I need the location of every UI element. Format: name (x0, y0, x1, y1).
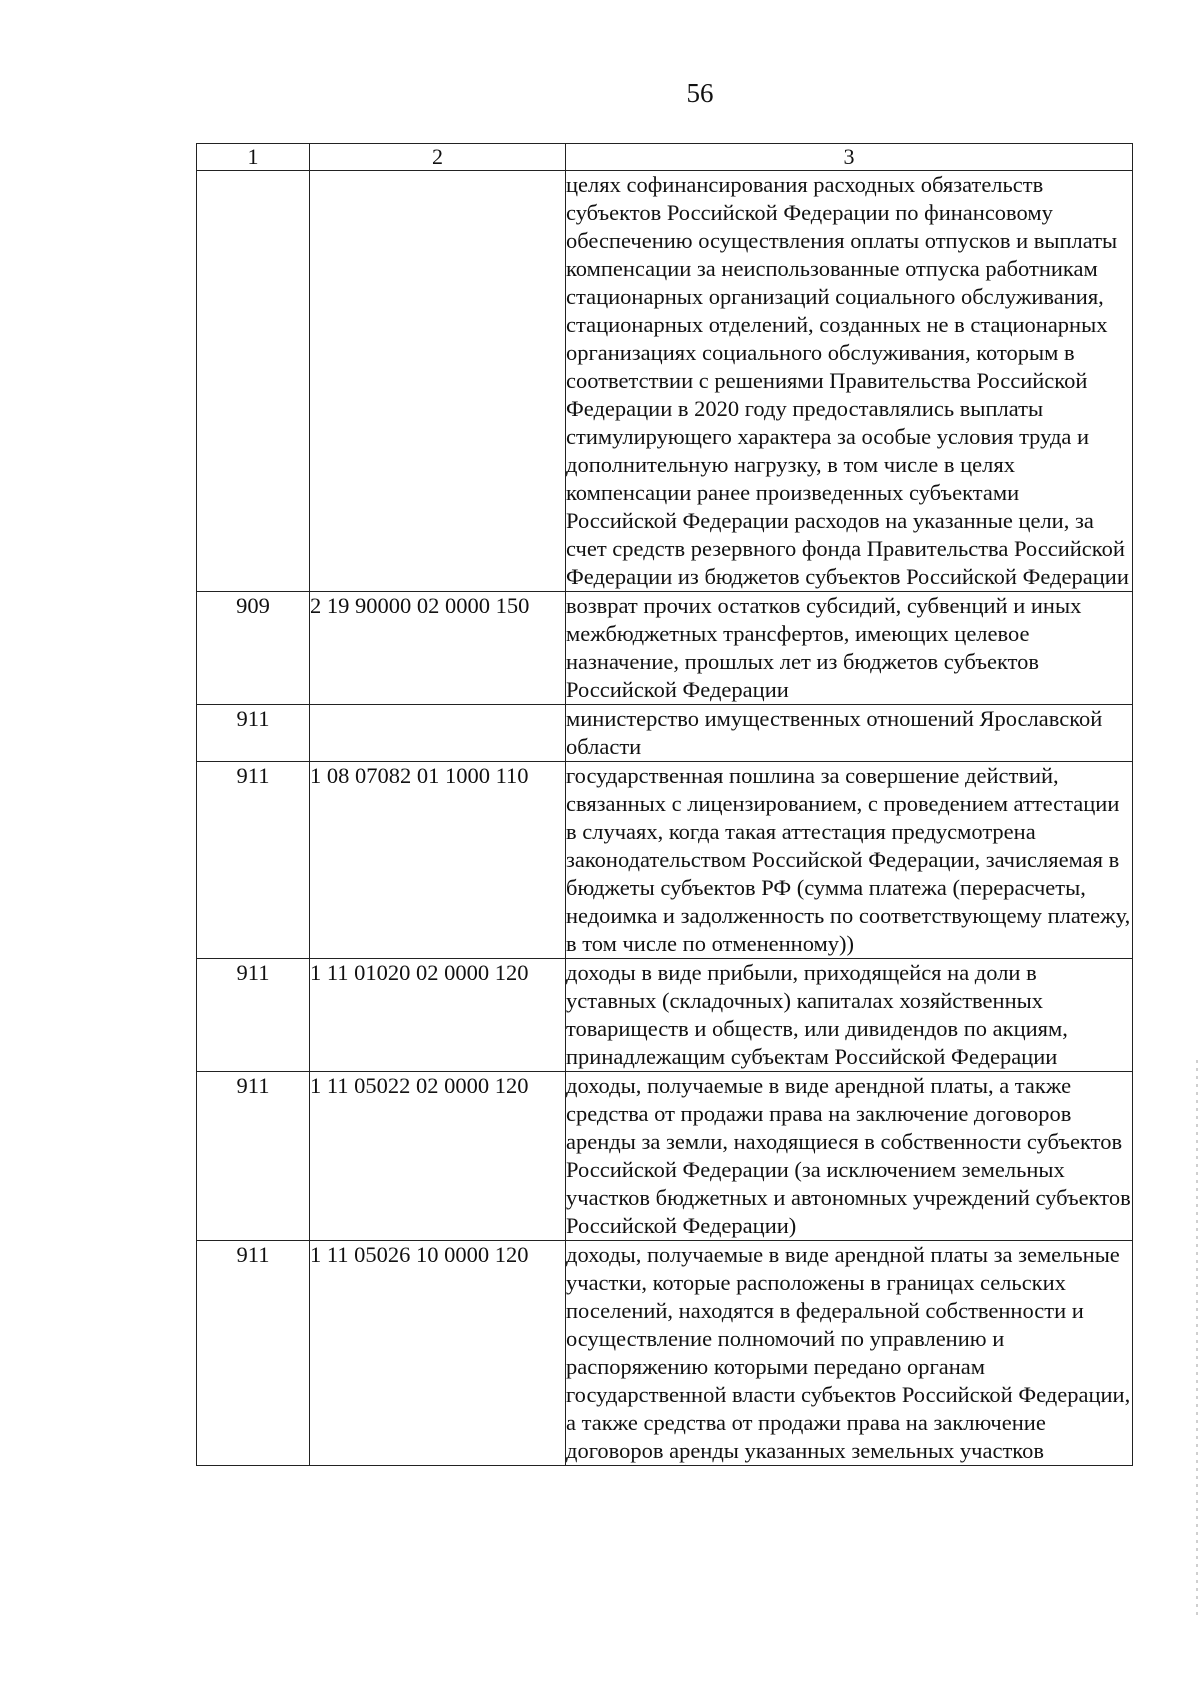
description-cell: доходы в виде прибыли, приходящейся на доли в уставных (складочных) капиталах хозяйственных товариществ и обществ, или дивидендов по акциям, принадлежащим субъектам Российской Федерации (566, 959, 1133, 1072)
admin-code-cell: 911 (197, 705, 310, 762)
description-cell: министерство имущественных отношений Ярославской области (566, 705, 1133, 762)
kbk-code-cell: 1 11 01020 02 0000 120 (310, 959, 566, 1072)
table-row (197, 762, 1133, 959)
admin-code-cell: 911 (197, 1072, 310, 1241)
description-cell: возврат прочих остатков субсидий, субвенций и иных межбюджетных трансфертов, имеющих целевое назначение, прошлых лет из бюджетов субъектов Российской Федерации (566, 592, 1133, 705)
kbk-code-cell (310, 171, 566, 592)
table-header-row (197, 144, 1133, 171)
admin-code-cell: 911 (197, 762, 310, 959)
column-header-2: 2 (310, 144, 566, 171)
scan-edge-mark (1196, 1060, 1198, 1620)
admin-code-cell: 909 (197, 592, 310, 705)
column-header-1: 1 (197, 144, 310, 171)
table-row (197, 705, 1133, 762)
description-cell: доходы, получаемые в виде арендной платы, а также средства от продажи права на заключение договоров аренды за земли, находящиеся в собственности субъектов Российской Федерации (за исключением земельных участков бюджетных и автономных учреждений субъектов Российской Федерации) (566, 1072, 1133, 1241)
admin-code-cell (197, 171, 310, 592)
kbk-code-cell: 1 11 05022 02 0000 120 (310, 1072, 566, 1241)
table-row (197, 959, 1133, 1072)
description-cell: доходы, получаемые в виде арендной платы за земельные участки, которые расположены в границах сельских поселений, находятся в федеральной собственности и осуществление полномочий по управлению и распоряжению которыми передано органам государственной власти субъектов Российской Федерации, а также средства от продажи права на заключение договоров аренды указанных земельных участков (566, 1241, 1133, 1466)
kbk-code-cell (310, 705, 566, 762)
table-row (197, 1241, 1133, 1466)
page-number: 56 (686, 78, 714, 108)
admin-code-cell: 911 (197, 959, 310, 1072)
column-header-3: 3 (566, 144, 1133, 171)
kbk-code-cell: 2 19 90000 02 0000 150 (310, 592, 566, 705)
kbk-code-cell: 1 08 07082 01 1000 110 (310, 762, 566, 959)
kbk-code-cell: 1 11 05026 10 0000 120 (310, 1241, 566, 1466)
budget-revenue-table (196, 143, 1133, 1466)
table-row (197, 592, 1133, 705)
table-row (197, 171, 1133, 592)
description-cell: целях софинансирования расходных обязательств субъектов Российской Федерации по финансовому обеспечению осуществления оплаты отпусков и выплаты компенсации за неиспользованные отпуска работникам стационарных организаций социального обслуживания, стационарных отделений, созданных не в стационарных организациях социального обслуживания, которым в соответствии с решениями Правительства Российской Федерации в 2020 году предоставлялись выплаты стимулирующего характера за особые условия труда и дополнительную нагрузку, в том числе в целях компенсации ранее произведенных субъектами Российской Федерации расходов на указанные цели, за счет средств резервного фонда Правительства Российской Федерации из бюджетов субъектов Российской Федерации (566, 171, 1133, 592)
description-cell: государственная пошлина за совершение действий, связанных с лицензированием, с проведением аттестации в случаях, когда такая аттестация предусмотрена законодательством Российской Федерации, зачисляемая в бюджеты субъектов РФ (сумма платежа (перерасчеты, недоимка и задолженность по соответствующему платежу, в том числе по отмененному)) (566, 762, 1133, 959)
admin-code-cell: 911 (197, 1241, 310, 1466)
table-row (197, 1072, 1133, 1241)
